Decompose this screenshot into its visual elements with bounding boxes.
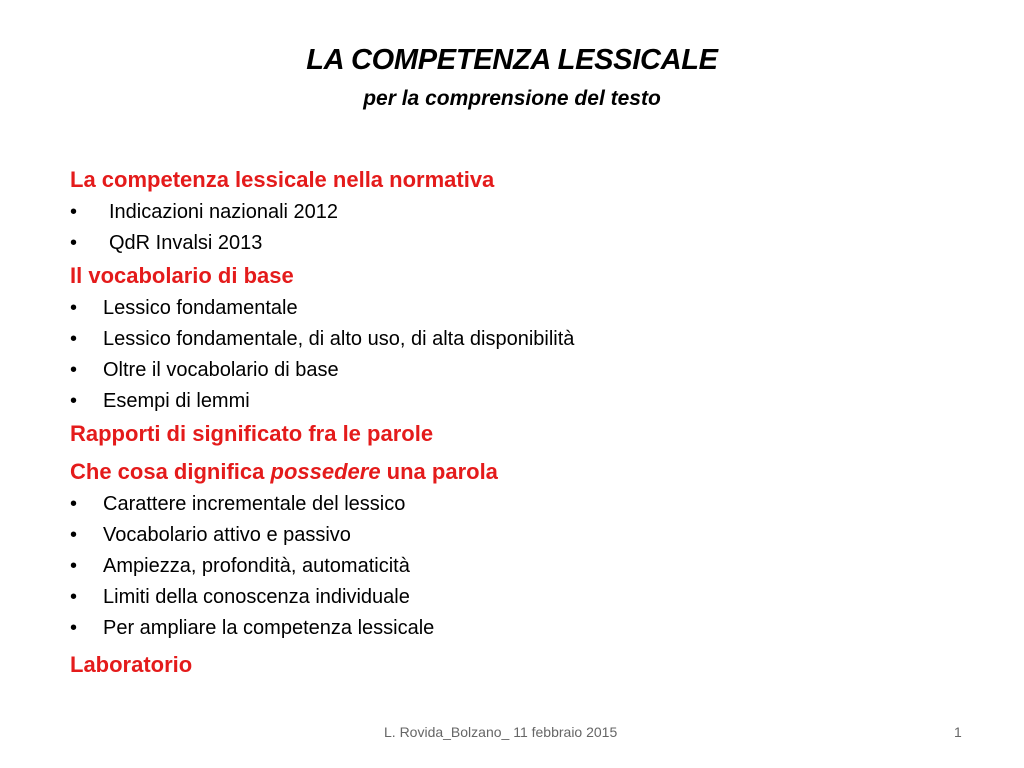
bullet-icon: • xyxy=(70,390,78,412)
list-item: • Per ampliare la competenza lessicale xyxy=(70,613,970,644)
bullet-list-normativa xyxy=(70,197,970,259)
section-heading-vocabolario: Il vocabolario di base xyxy=(70,263,294,288)
list-item: • Lessico fondamentale xyxy=(70,293,970,324)
page-number: 1 xyxy=(954,724,962,740)
list-item: • Esempi di lemmi xyxy=(70,386,970,417)
list-item: • Oltre il vocabolario di base xyxy=(70,355,970,386)
bullet-icon: • xyxy=(70,555,78,577)
bullet-icon: • xyxy=(70,617,78,639)
bullet-list-vocabolario xyxy=(70,293,970,417)
slide-title: LA COMPETENZA LESSICALE xyxy=(306,44,718,76)
list-item: • Lessico fondamentale, di alto uso, di alta disponibilità xyxy=(70,324,970,355)
list-item: • Limiti della conoscenza individuale xyxy=(70,582,970,613)
bullet-icon: • xyxy=(70,232,78,254)
section-heading-rapporti: Rapporti di significato fra le parole xyxy=(70,421,434,446)
slide-content xyxy=(70,163,970,682)
bullet-icon: • xyxy=(70,201,78,223)
bullet-icon: • xyxy=(70,493,78,515)
list-item: • Indicazioni nazionali 2012 xyxy=(70,197,970,228)
list-item: • Ampiezza, profondità, automaticità xyxy=(70,551,970,582)
bullet-icon: • xyxy=(70,297,78,319)
list-item: • QdR Invalsi 2013 xyxy=(70,228,970,259)
slide-subtitle: per la comprensione del testo xyxy=(363,87,661,110)
bullet-icon: • xyxy=(70,524,78,546)
slide-footer: L. Rovida_Bolzano_ 11 febbraio 2015 xyxy=(384,724,618,740)
bullet-icon: • xyxy=(70,586,78,608)
bullet-list-possedere xyxy=(70,489,970,644)
section-heading-normativa: La competenza lessicale nella normativa xyxy=(70,167,495,192)
emphasis-text: possedere xyxy=(270,459,381,484)
bullet-icon: • xyxy=(70,359,78,381)
section-heading-possedere: Che cosa dignifica possedere una parola xyxy=(70,459,498,484)
list-item: • Carattere incrementale del lessico xyxy=(70,489,970,520)
bullet-icon: • xyxy=(70,328,78,350)
list-item: • Vocabolario attivo e passivo xyxy=(70,520,970,551)
section-heading-laboratorio: Laboratorio xyxy=(70,652,193,677)
